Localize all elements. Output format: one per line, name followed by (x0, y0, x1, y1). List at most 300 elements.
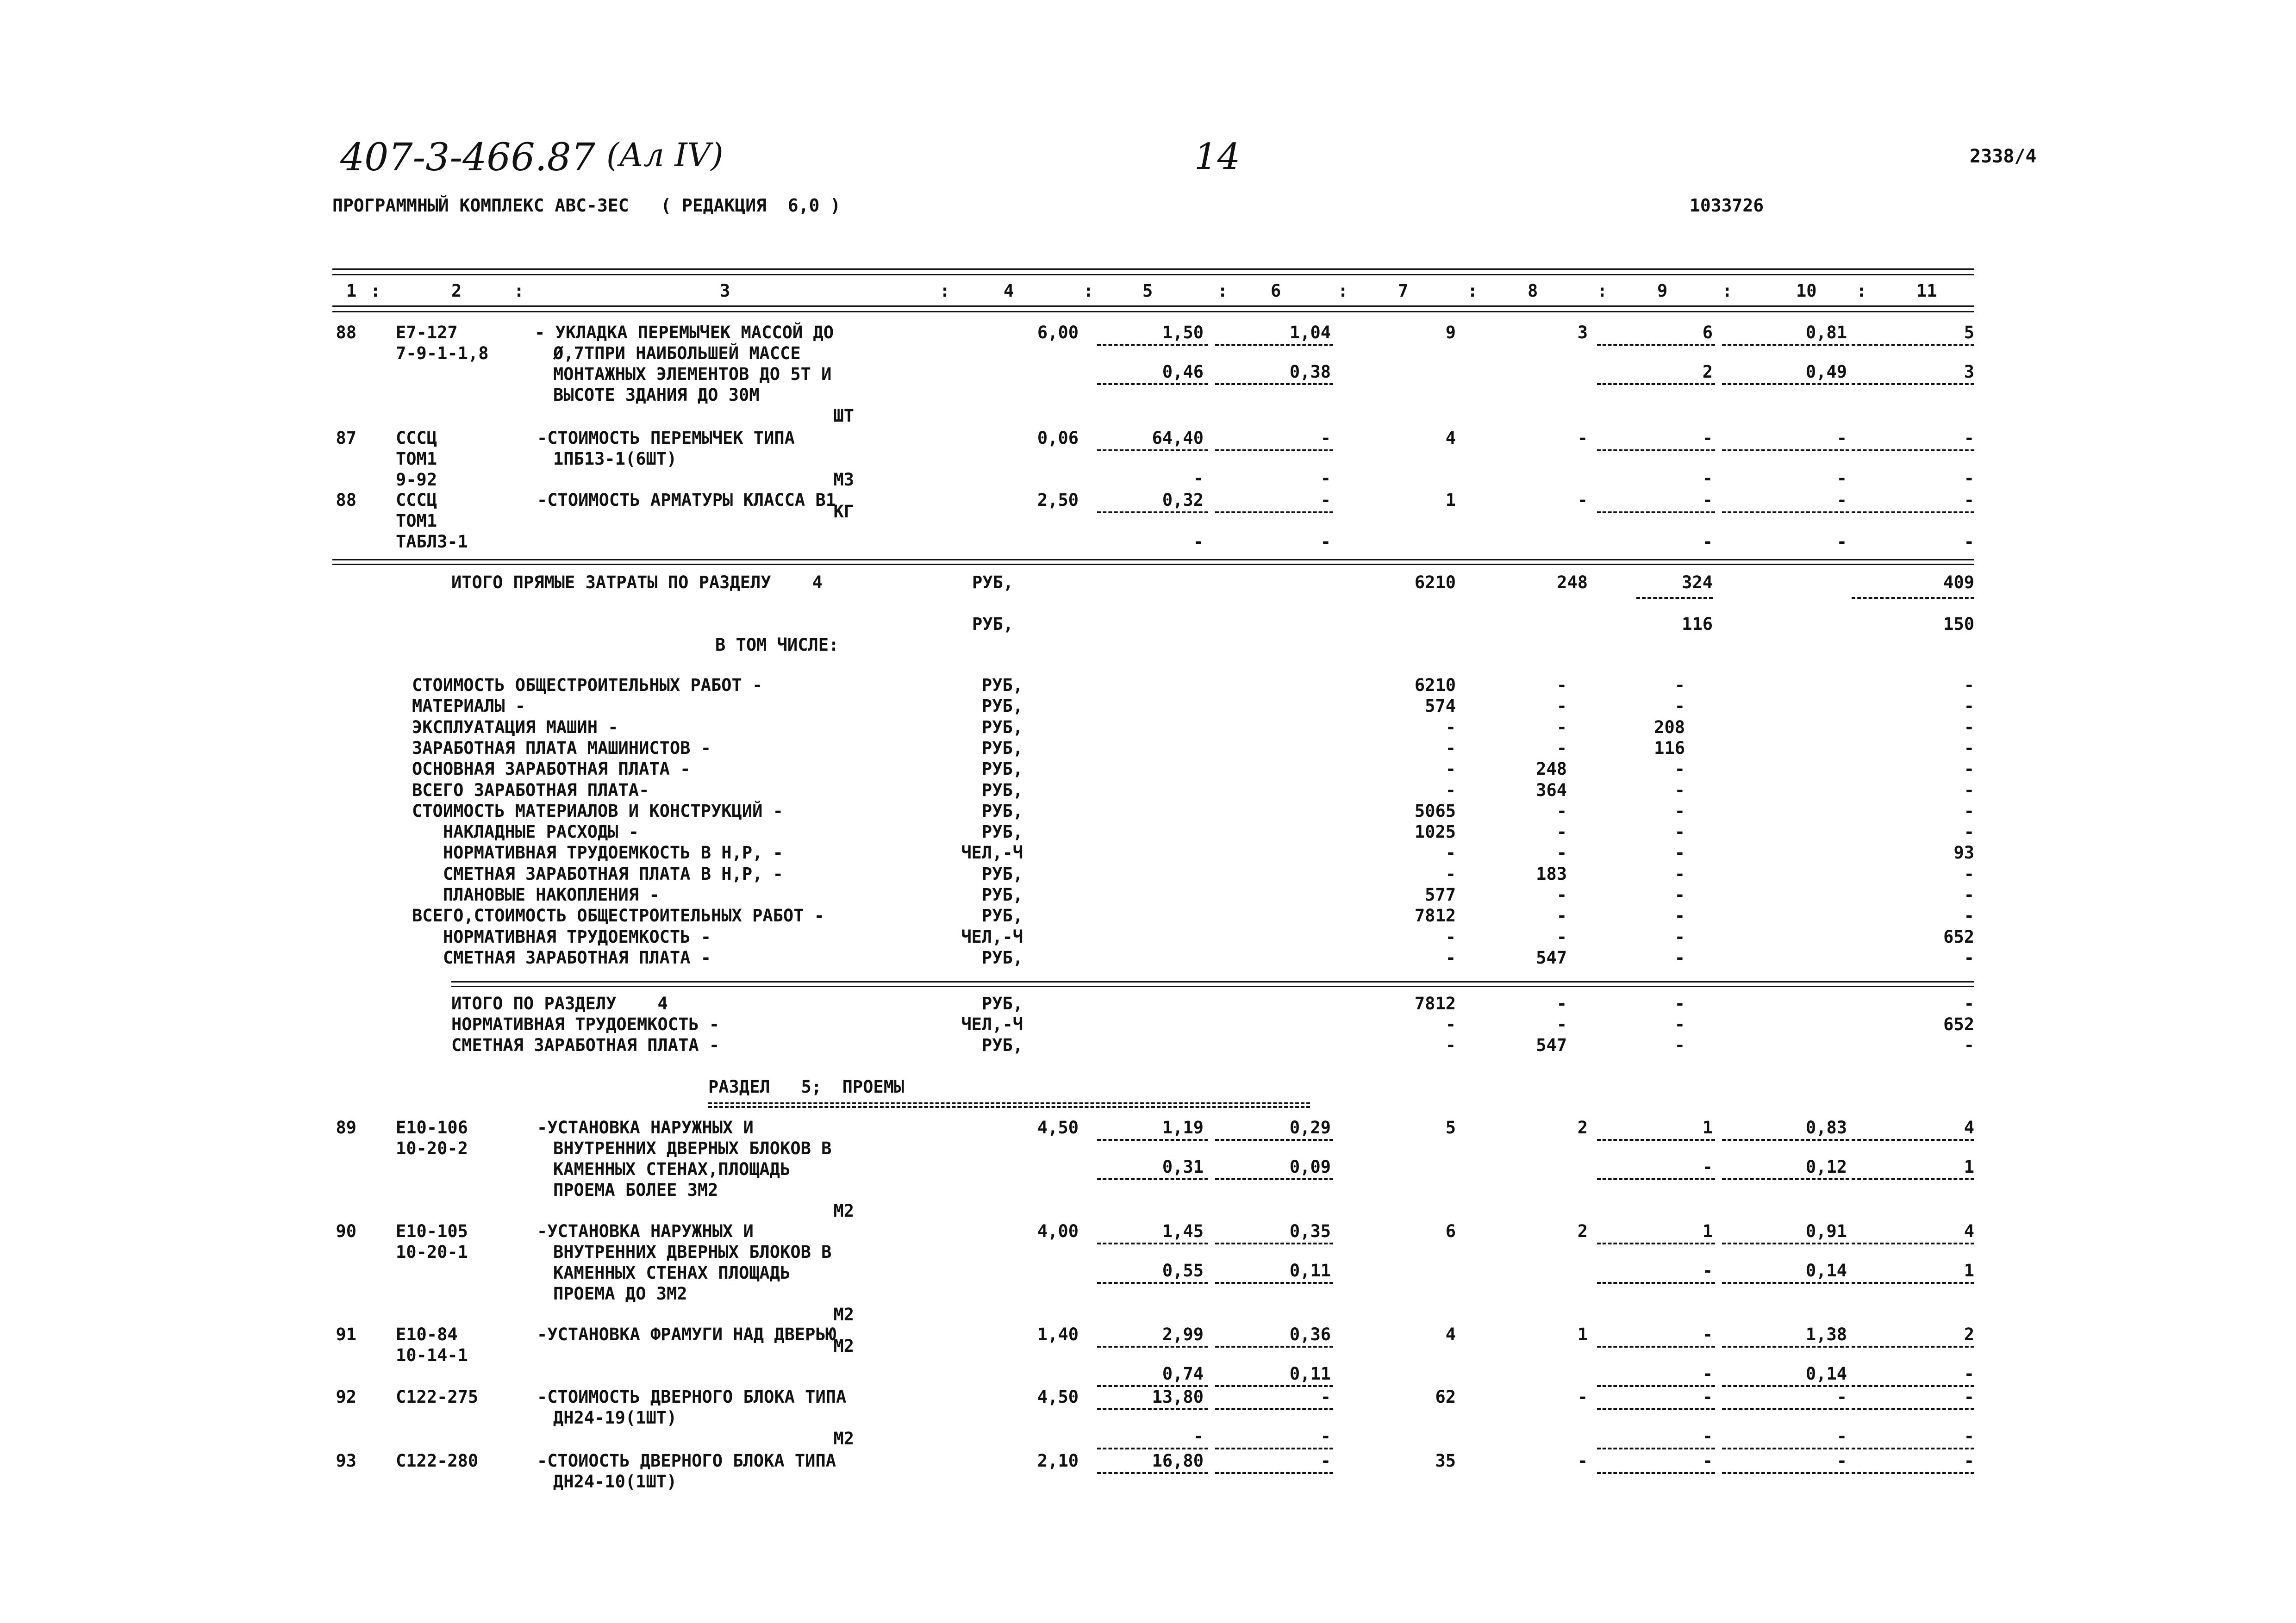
item-code: ТАБЛ3-1 (396, 532, 468, 552)
value-c8: 547 (1536, 947, 1567, 968)
value-c6: 0,29 (1289, 1118, 1331, 1138)
value-c7: 5065 (1414, 801, 1456, 821)
item-code: Е7-127 (396, 323, 458, 342)
item-description: -СТОИОСТЬ ДВЕРНОГО БЛОКА ТИПА (537, 1451, 836, 1471)
value-c7: 5 (1445, 1118, 1456, 1138)
cost-underline (1097, 344, 1208, 346)
value-c10: - (1836, 1387, 1847, 1407)
item-code: 10-14-1 (396, 1345, 468, 1365)
cost-underline (1722, 1448, 1849, 1449)
item-description: -СТОИМОСТЬ ДВЕРНОГО БЛОКА ТИПА (537, 1387, 847, 1407)
value-c8: - (1556, 885, 1567, 905)
value-c8: 248 (1536, 759, 1567, 779)
item-description: ДН24-19(1ШТ) (553, 1408, 677, 1428)
value-c6b: 0,38 (1289, 362, 1331, 382)
value-c7: 6210 (1414, 572, 1456, 592)
value-c8: - (1577, 490, 1588, 510)
value-c5b: 0,74 (1162, 1364, 1204, 1384)
value-c9b: - (1702, 1364, 1713, 1384)
value-c11: - (1964, 696, 1974, 716)
cost-underline (1597, 449, 1715, 451)
value-c11: - (1964, 428, 1974, 448)
item-code: ТОМ1 (396, 511, 437, 531)
item-number: 92 (336, 1387, 356, 1407)
value-c9: - (1674, 822, 1685, 842)
value-c7: 4 (1445, 1325, 1456, 1344)
value-c4: 4,00 (1037, 1221, 1079, 1241)
value-c10: - (1836, 1451, 1847, 1471)
program-title: ПРОГРАММНЫЙ КОМПЛЕКС АВС-3ЕС ( РЕДАКЦИЯ 6,0 ) (332, 195, 841, 216)
value-c10b: 0,14 (1805, 1364, 1847, 1384)
value-c7: 1 (1445, 490, 1456, 510)
value-c4: 2,50 (1037, 490, 1079, 510)
cost-underline (1597, 1139, 1715, 1141)
cost-underline (1097, 1139, 1208, 1141)
value-c7: 577 (1425, 885, 1456, 905)
value-c11: - (1964, 994, 1974, 1014)
item-unit: М2 (833, 1201, 854, 1221)
item-description: МОНТАЖНЫХ ЭЛЕМЕНТОВ ДО 5Т И (553, 364, 832, 384)
section-title-underline (708, 1102, 1310, 1108)
section-rule (451, 981, 1974, 983)
value-c5: 0,32 (1162, 490, 1204, 510)
column-separator: : (1083, 281, 1094, 301)
column-separator: : (370, 281, 381, 301)
cost-underline (1722, 1243, 1849, 1244)
item-description: ПРОЕМА БОЛЕЕ 3М2 (553, 1180, 718, 1200)
value-c9: - (1674, 843, 1685, 863)
cost-underline (1215, 1139, 1333, 1141)
unit-label: РУБ, (981, 759, 1023, 779)
value-c5: 16,80 (1152, 1451, 1204, 1471)
breakdown-label: СТОИМОСТЬ МАТЕРИАЛОВ И КОНСТРУКЦИЙ - (412, 801, 783, 821)
value-c10: 1,38 (1805, 1325, 1847, 1344)
value-c9: - (1674, 780, 1685, 800)
value-dash: - (1964, 532, 1974, 552)
value-c11b: - (1964, 1426, 1974, 1446)
column-separator: : (1722, 281, 1733, 301)
value-c11: 4 (1964, 1118, 1974, 1138)
value-c11: - (1964, 864, 1974, 884)
table-header-top-rule (332, 268, 1974, 270)
cost-underline (1852, 597, 1974, 599)
item-description: -УСТАНОВКА НАРУЖНЫХ И (537, 1118, 754, 1138)
breakdown-label: ОСНОВНАЯ ЗАРАБОТНАЯ ПЛАТА - (412, 759, 691, 779)
value-c4: 1,40 (1037, 1325, 1079, 1344)
value-c10b: 0,49 (1805, 362, 1847, 382)
cost-underline (1097, 1472, 1208, 1474)
column-header-9: 9 (1657, 281, 1668, 301)
value-c10: 0,83 (1805, 1118, 1847, 1138)
value-c9: - (1702, 490, 1713, 510)
item-number: 88 (336, 490, 356, 510)
value-c8: 248 (1557, 572, 1588, 592)
value-c9: 1 (1702, 1221, 1713, 1241)
item-description: КАМЕННЫХ СТЕНАХ,ПЛОЩАДЬ (553, 1159, 791, 1179)
value-dash: - (1193, 468, 1204, 488)
item-unit: М2 (833, 1336, 854, 1356)
cost-underline (1852, 511, 1974, 513)
value-c9: - (1674, 906, 1685, 926)
value-c7: - (1445, 927, 1456, 947)
column-header-6: 6 (1271, 281, 1281, 301)
cost-underline (1097, 383, 1208, 385)
value-c11b: - (1964, 1364, 1974, 1384)
item-code: Е10-106 (396, 1118, 468, 1138)
item-code: СССЦ (396, 428, 437, 448)
cost-underline (1215, 344, 1333, 346)
value-c4: 0,06 (1037, 428, 1079, 448)
value-c10b: - (1836, 1426, 1847, 1446)
value-c9: - (1674, 1035, 1685, 1055)
value-dash: - (1702, 532, 1713, 552)
cost-underline (1597, 1346, 1715, 1348)
value-c8: 364 (1536, 780, 1567, 800)
breakdown-label: СМЕТНАЯ ЗАРАБОТНАЯ ПЛАТА - (412, 947, 711, 968)
cost-underline (1597, 383, 1715, 385)
value-c7: 9 (1445, 323, 1456, 342)
breakdown-label: СТОИМОСТЬ ОБЩЕСТРОИТЕЛЬНЫХ РАБОТ - (412, 675, 763, 695)
item-description: ВНУТРЕННИХ ДВЕРНЫХ БЛОКОВ В (553, 1242, 832, 1262)
breakdown-label: ПЛАНОВЫЕ НАКОПЛЕНИЯ - (412, 885, 660, 905)
cost-underline (1097, 1448, 1208, 1449)
value-c4: 4,50 (1037, 1387, 1079, 1407)
unit-label: ЧЕЛ,-Ч (961, 1014, 1023, 1034)
value-c9: - (1674, 994, 1685, 1014)
value-c8: 183 (1536, 864, 1567, 884)
item-code: ТОМ1 (396, 449, 437, 469)
item-description: -УСТАНОВКА НАРУЖНЫХ И (537, 1221, 754, 1241)
value-c7: 574 (1425, 696, 1456, 716)
cost-underline (1722, 344, 1849, 346)
table-header-top-rule (332, 274, 1974, 275)
value-c9: - (1674, 864, 1685, 884)
item-description: ВЫСОТЕ ЗДАНИЯ ДО 30М (553, 385, 760, 405)
value-c9b: - (1702, 1261, 1713, 1281)
cost-underline (1597, 1448, 1715, 1449)
item-number: 87 (336, 428, 356, 448)
value-c8: - (1577, 1387, 1588, 1407)
value-c10b: 0,14 (1805, 1261, 1847, 1281)
value-c7: - (1445, 1035, 1456, 1055)
value-c5: 2,99 (1162, 1325, 1204, 1344)
total-label: СМЕТНАЯ ЗАРАБОТНАЯ ПЛАТА - (451, 1035, 720, 1055)
value-c6b: 0,11 (1289, 1261, 1331, 1281)
value-c7: - (1445, 738, 1456, 758)
value-c7: - (1445, 864, 1456, 884)
value-c11: - (1964, 1035, 1974, 1055)
cost-underline (1215, 1282, 1333, 1284)
item-code: 9-92 (396, 470, 437, 490)
value-c5: 1,45 (1162, 1221, 1204, 1241)
column-header-1: 1 (346, 281, 357, 301)
value-c11: - (1964, 759, 1974, 779)
item-code: Е10-105 (396, 1221, 468, 1241)
unit-label: РУБ, (981, 801, 1023, 821)
cost-underline (1097, 449, 1208, 451)
value-c11: - (1964, 780, 1974, 800)
cost-underline (1597, 1178, 1715, 1180)
value-c8: - (1556, 1014, 1567, 1034)
value-c9: - (1674, 947, 1685, 968)
value-c9: - (1674, 927, 1685, 947)
value-dash: - (1836, 532, 1847, 552)
value-dash: - (1320, 532, 1331, 552)
item-description: Ø,7ТПРИ НАИБОЛЬШЕЙ МАССЕ (553, 343, 801, 363)
value-c7: 1025 (1414, 822, 1456, 842)
value-dash: - (1836, 468, 1847, 488)
cost-underline (1852, 1448, 1974, 1449)
column-separator: : (940, 281, 950, 301)
value-c10: 0,81 (1805, 323, 1847, 342)
cost-underline (1852, 1472, 1974, 1474)
cost-underline (1597, 1385, 1715, 1387)
value-c9b: - (1702, 1157, 1713, 1177)
value-c11: 2 (1964, 1325, 1974, 1344)
value-c8: - (1556, 843, 1567, 863)
value-c6b: 0,11 (1289, 1364, 1331, 1384)
total-label: НОРМАТИВНАЯ ТРУДОЕМКОСТЬ - (451, 1014, 720, 1034)
cost-underline (1722, 1178, 1849, 1180)
cost-underline (1852, 449, 1974, 451)
cost-underline (1215, 1346, 1333, 1348)
including-label: В ТОМ ЧИСЛЕ: (715, 635, 839, 655)
cost-underline (1597, 511, 1715, 513)
value-c11: - (1964, 947, 1974, 968)
unit-label: РУБ, (981, 738, 1023, 758)
value-c5: 13,80 (1152, 1387, 1204, 1407)
column-separator: : (514, 281, 524, 301)
item-code: 10-20-2 (396, 1138, 468, 1158)
table-header-bottom-rule (332, 305, 1974, 307)
value-c11: - (1964, 1451, 1974, 1471)
unit-label: РУБ, (981, 864, 1023, 884)
unit-label: РУБ, (981, 780, 1023, 800)
value-c11: - (1964, 490, 1974, 510)
value-c9: 208 (1654, 717, 1685, 737)
table-header-bottom-rule (332, 311, 1974, 312)
cost-underline (1722, 511, 1849, 513)
value-c7: - (1445, 843, 1456, 863)
value-c5: 1,50 (1162, 323, 1204, 342)
value-c8: 2 (1577, 1118, 1588, 1138)
value-c9: - (1702, 1325, 1713, 1344)
item-description: КАМЕННЫХ СТЕНАХ ПЛОЩАДЬ (553, 1263, 791, 1283)
cost-underline (1852, 1385, 1974, 1387)
cost-underline (1097, 1408, 1208, 1410)
value-c8: - (1556, 738, 1567, 758)
breakdown-label: МАТЕРИАЛЫ - (412, 696, 526, 716)
value-c11: 93 (1953, 843, 1974, 863)
unit-label: РУБ, (981, 675, 1023, 695)
cost-underline (1852, 1346, 1974, 1348)
value-c9: 324 (1682, 572, 1713, 592)
value-c6: - (1320, 1387, 1331, 1407)
value-c8: - (1556, 927, 1567, 947)
column-separator: : (1856, 281, 1867, 301)
item-description: 1ПБ13-1(6ШТ) (553, 449, 677, 469)
item-code: 10-20-1 (396, 1242, 468, 1262)
section-rule (451, 986, 1974, 987)
value-c10: - (1836, 428, 1847, 448)
value-c11: 4 (1964, 1221, 1974, 1241)
cost-underline (1097, 1178, 1208, 1180)
unit-label: РУБ, (972, 572, 1014, 592)
value-c11: - (1964, 675, 1974, 695)
total-label: ИТОГО ПРЯМЫЕ ЗАТРАТЫ ПО РАЗДЕЛУ 4 (451, 572, 823, 592)
value-c8: - (1556, 801, 1567, 821)
cost-underline (1597, 1282, 1715, 1284)
item-code: 7-9-1-1,8 (396, 343, 489, 363)
cost-underline (1722, 449, 1849, 451)
item-unit: М2 (833, 1305, 854, 1325)
value-c6: - (1320, 428, 1331, 448)
breakdown-label: СМЕТНАЯ ЗАРАБОТНАЯ ПЛАТА В Н,Р, - (412, 864, 783, 884)
unit-label: РУБ, (981, 822, 1023, 842)
value-c6b: - (1320, 1426, 1331, 1446)
cost-underline (1722, 1139, 1849, 1141)
value-c5: 64,40 (1152, 428, 1204, 448)
item-description: ВНУТРЕННИХ ДВЕРНЫХ БЛОКОВ В (553, 1138, 832, 1158)
item-unit: М3 (833, 470, 854, 490)
value-c8: 3 (1577, 323, 1588, 342)
cost-underline (1215, 1472, 1333, 1474)
column-header-2: 2 (451, 281, 462, 301)
item-description: ПРОЕМА ДО 3М2 (553, 1284, 687, 1304)
item-number: 90 (336, 1221, 356, 1241)
column-header-10: 10 (1796, 281, 1817, 301)
item-number: 89 (336, 1118, 356, 1138)
unit-label: РУБ, (981, 994, 1023, 1014)
value-c8: - (1556, 822, 1567, 842)
value-c11: - (1964, 801, 1974, 821)
value-c6: - (1320, 1451, 1331, 1471)
section-title: РАЗДЕЛ 5; ПРОЕМЫ (708, 1077, 905, 1097)
value-c9: 116 (1654, 738, 1685, 758)
unit-label: РУБ, (981, 1035, 1023, 1055)
value-c8: - (1556, 696, 1567, 716)
cost-underline (1722, 1346, 1849, 1348)
value-c11b: 150 (1943, 614, 1974, 634)
value-c7: 7812 (1414, 994, 1456, 1014)
value-c6: - (1320, 490, 1331, 510)
value-c8: - (1577, 1451, 1588, 1471)
value-dash: - (1320, 468, 1331, 488)
value-c5: 1,19 (1162, 1118, 1204, 1138)
value-c11: 652 (1943, 1014, 1974, 1034)
value-c5b: - (1193, 1426, 1204, 1446)
value-c7: 7812 (1414, 906, 1456, 926)
value-dash: - (1702, 468, 1713, 488)
value-c8: 1 (1577, 1325, 1588, 1344)
cost-underline (1852, 1243, 1974, 1244)
column-separator: : (1338, 281, 1348, 301)
cost-underline (1597, 344, 1715, 346)
breakdown-label: НАКЛАДНЫЕ РАСХОДЫ - (412, 822, 639, 842)
value-c10: - (1836, 490, 1847, 510)
cost-underline (1852, 1178, 1974, 1180)
cost-underline (1722, 1282, 1849, 1284)
item-code: Е10-84 (396, 1325, 458, 1344)
value-c11: - (1964, 822, 1974, 842)
value-c11: - (1964, 738, 1974, 758)
value-c9: - (1674, 696, 1685, 716)
cost-underline (1215, 449, 1333, 451)
cost-underline (1215, 1385, 1333, 1387)
cost-underline (1215, 1408, 1333, 1410)
value-c7: - (1445, 947, 1456, 968)
cost-underline (1852, 1408, 1974, 1410)
cost-underline (1722, 1408, 1849, 1410)
column-header-4: 4 (1004, 281, 1014, 301)
value-c9: 1 (1702, 1118, 1713, 1138)
item-description: -УСТАНОВКА ФРАМУГИ НАД ДВЕРЬЮ (537, 1325, 836, 1344)
value-c5b: 0,55 (1162, 1261, 1204, 1281)
value-c11b: 1 (1964, 1157, 1974, 1177)
value-c8: - (1577, 428, 1588, 448)
column-separator: : (1217, 281, 1228, 301)
breakdown-label: ВСЕГО,СТОИМОСТЬ ОБЩЕСТРОИТЕЛЬНЫХ РАБОТ - (412, 906, 825, 926)
item-unit: КГ (833, 501, 854, 522)
value-c9: - (1674, 759, 1685, 779)
item-number: 88 (336, 323, 356, 342)
value-c6: 1,04 (1289, 323, 1331, 342)
breakdown-label: ВСЕГО ЗАРАБОТНАЯ ПЛАТА- (412, 780, 649, 800)
cost-underline (1636, 597, 1713, 599)
value-c11: 5 (1964, 323, 1974, 342)
value-c8: - (1556, 717, 1567, 737)
value-c11: - (1964, 717, 1974, 737)
item-unit: ШТ (833, 406, 854, 426)
value-c6: 0,35 (1289, 1221, 1331, 1241)
value-c8: - (1556, 906, 1567, 926)
value-c7: 35 (1435, 1451, 1456, 1471)
value-c7: - (1445, 1014, 1456, 1034)
value-c9: - (1702, 1387, 1713, 1407)
section-rule (332, 559, 1974, 560)
item-number: 93 (336, 1451, 356, 1471)
value-c5b: 0,46 (1162, 362, 1204, 382)
item-unit: М2 (833, 1429, 854, 1449)
item-description: ДН24-10(1ШТ) (553, 1472, 677, 1492)
cost-underline (1722, 383, 1849, 385)
cost-underline (1215, 383, 1333, 385)
value-c8: 2 (1577, 1221, 1588, 1241)
value-c11: - (1964, 1387, 1974, 1407)
cost-underline (1215, 1448, 1333, 1449)
breakdown-label: ЗАРАБОТНАЯ ПЛАТА МАШИНИСТОВ - (412, 738, 711, 758)
cost-underline (1597, 1243, 1715, 1244)
breakdown-label: НОРМАТИВНАЯ ТРУДОЕМКОСТЬ - (412, 927, 711, 947)
total-label: ИТОГО ПО РАЗДЕЛУ 4 (451, 994, 668, 1014)
cost-underline (1215, 1243, 1333, 1244)
item-code: С122-275 (396, 1387, 479, 1407)
value-c9b: 2 (1702, 362, 1713, 382)
unit-label: ЧЕЛ,-Ч (961, 843, 1023, 863)
cost-underline (1597, 1472, 1715, 1474)
cost-underline (1852, 1139, 1974, 1141)
section-rule (332, 564, 1974, 565)
value-c7: - (1445, 759, 1456, 779)
item-description: -СТОИМОСТЬ АРМАТУРЫ КЛАССА В1 (537, 490, 836, 510)
value-c4: 4,50 (1037, 1118, 1079, 1138)
column-header-5: 5 (1142, 281, 1153, 301)
value-c10: 0,91 (1805, 1221, 1847, 1241)
item-code: С122-280 (396, 1451, 479, 1471)
cost-underline (1097, 1243, 1208, 1244)
value-c7: - (1445, 717, 1456, 737)
column-header-8: 8 (1528, 281, 1538, 301)
